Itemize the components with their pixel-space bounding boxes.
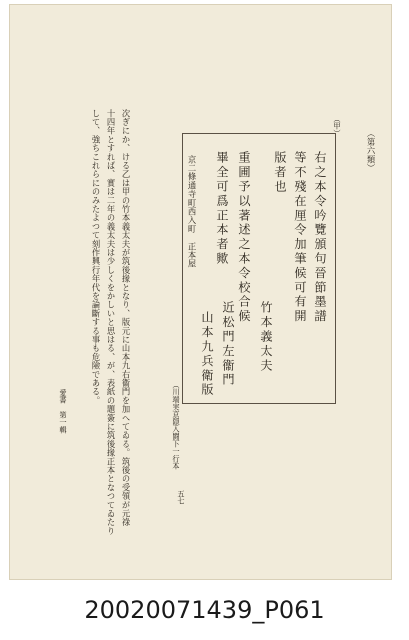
box-address: 京二條通寺町西入町 正本屋 — [187, 155, 197, 269]
series-title: 愛書 第一輯 — [59, 389, 68, 434]
catalog-id: 20020071439_P061 — [84, 596, 325, 624]
box-publisher-2: 山本九兵衛版 — [200, 311, 214, 398]
box-publisher-1: 近松門左衞門 — [221, 301, 235, 388]
body-line-2: 十四年とすれば、實は二年の義太夫は少しくをかしいと思はる、が、表紙の題簽に筑後掾正本となつてゐたり — [106, 109, 116, 536]
body-line-1: 次ぎにか、ける乙は甲の竹本義太夫が筑後掾となり、版元に山本九右衞門を加へてゐる。筑後の受領が元祿 — [121, 109, 131, 527]
box-line-2: 等不殘在厘令加筆候可有開 — [293, 151, 307, 324]
box-line-4: 重圃予以著述之本令校合候 — [237, 151, 251, 324]
section-label: （第六類） — [366, 129, 376, 173]
body-line-3: して、強ちこれらにのみたよつて刻作興行年代を論斷する事も危險である。 — [91, 109, 101, 405]
box-line-3: 版者也 — [273, 151, 287, 195]
page-number: 五七 — [177, 490, 186, 505]
box-tag: （甲） — [333, 115, 342, 138]
box-author: 竹本義太夫 — [259, 301, 273, 373]
scanned-page — [9, 4, 392, 580]
box-line-5: 畢全可爲正本者歟 — [215, 151, 229, 267]
box-line-1: 右之本令吟覽頒句晉節墨譜 — [313, 151, 327, 324]
footnote: （川端実京隠入闘下一行本 — [172, 381, 181, 470]
